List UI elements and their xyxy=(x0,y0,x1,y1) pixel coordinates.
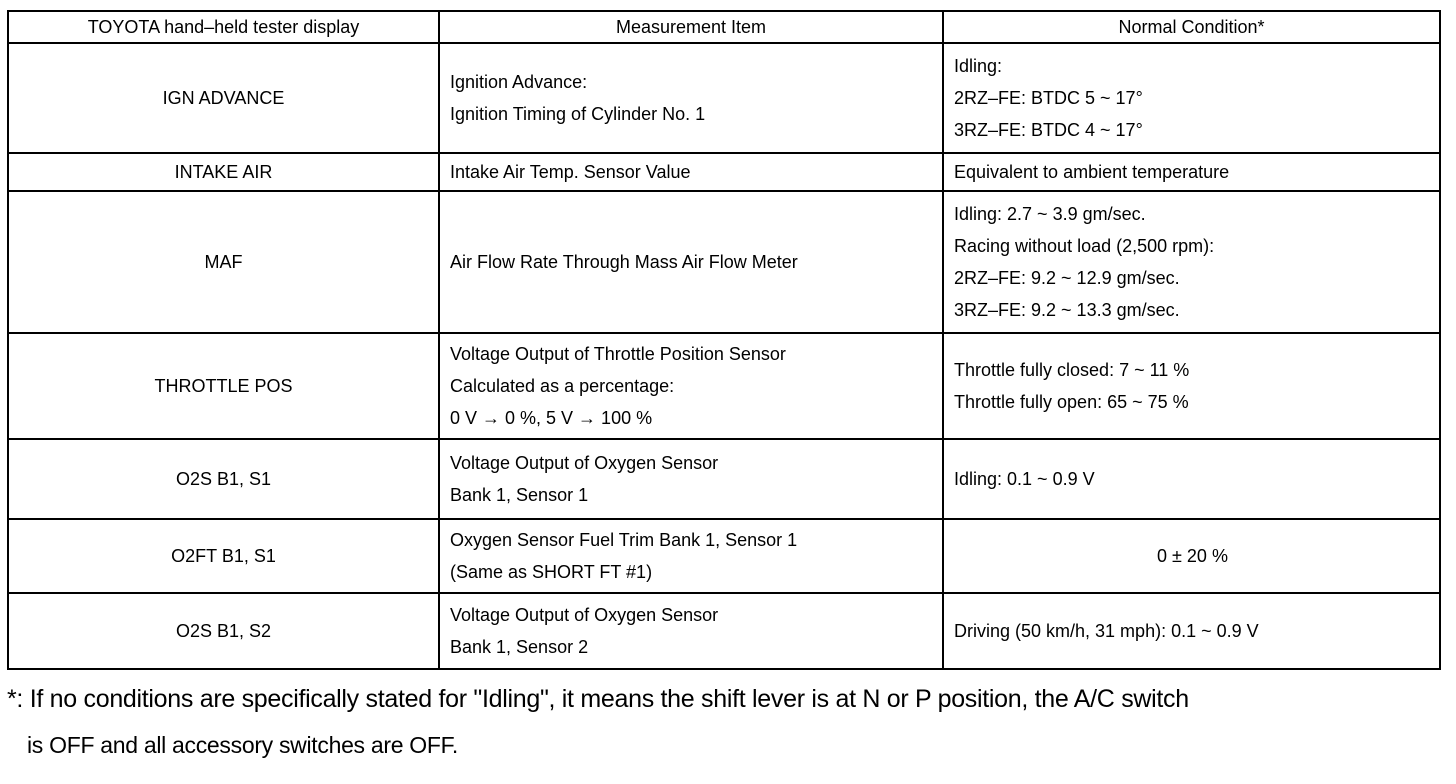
item-line: Bank 1, Sensor 1 xyxy=(450,485,589,505)
condition-line: Driving (50 km/h, 31 mph): 0.1 ~ 0.9 V xyxy=(954,621,1259,641)
footnote xyxy=(7,676,1443,768)
item-line: Calculated as a percentage: xyxy=(450,376,675,396)
table-row xyxy=(8,43,1440,153)
condition-line: Idling: 2.7 ~ 3.9 gm/sec. xyxy=(954,204,1146,224)
item-line: Ignition Timing of Cylinder No. 1 xyxy=(450,104,706,124)
condition-line: Throttle fully closed: 7 ~ 11 % xyxy=(954,360,1190,380)
footnote-line-1: *: If no conditions are specifically stated for "Idling", it means the shift lever is at N or P position, the A/C switch xyxy=(7,685,1189,713)
cell-tester-display: O2S B1, S2 xyxy=(8,593,439,669)
footnote-line-2: is OFF and all accessory switches are OFF. xyxy=(27,732,458,758)
cell-measurement-item xyxy=(439,43,943,153)
cell-normal-condition xyxy=(943,593,1440,669)
condition-line: 3RZ–FE: BTDC 4 ~ 17° xyxy=(954,120,1143,140)
item-line: Oxygen Sensor Fuel Trim Bank 1, Sensor 1 xyxy=(450,530,798,550)
table-row xyxy=(8,519,1440,593)
cell-normal-condition xyxy=(943,191,1440,333)
tester-data-table xyxy=(7,10,1441,670)
header-tester-display: TOYOTA hand–held tester display xyxy=(8,11,439,43)
item-line: (Same as SHORT FT #1) xyxy=(450,562,653,582)
document xyxy=(7,10,1443,768)
cell-normal-condition xyxy=(943,519,1440,593)
cell-measurement-item xyxy=(439,519,943,593)
header-measurement-item: Measurement Item xyxy=(439,11,943,43)
condition-line: Idling: xyxy=(954,56,1003,76)
cell-tester-display: O2S B1, S1 xyxy=(8,439,439,519)
cell-tester-display: THROTTLE POS xyxy=(8,333,439,439)
table-header-row xyxy=(8,11,1440,43)
item-line: 0 V → 0 %, 5 V → 100 % xyxy=(450,408,653,428)
item-line: Voltage Output of Oxygen Sensor xyxy=(450,605,719,625)
item-line: Bank 1, Sensor 2 xyxy=(450,637,589,657)
cell-tester-display: O2FT B1, S1 xyxy=(8,519,439,593)
cell-normal-condition xyxy=(943,153,1440,191)
item-line: Voltage Output of Oxygen Sensor xyxy=(450,453,719,473)
cell-normal-condition xyxy=(943,439,1440,519)
header-normal-condition: Normal Condition* xyxy=(943,11,1440,43)
item-line: Air Flow Rate Through Mass Air Flow Meter xyxy=(450,252,798,272)
condition-line: Idling: 0.1 ~ 0.9 V xyxy=(954,469,1095,489)
condition-line: Equivalent to ambient temperature xyxy=(954,162,1230,182)
condition-line: 0 ± 20 % xyxy=(1157,546,1228,566)
cell-tester-display: INTAKE AIR xyxy=(8,153,439,191)
cell-tester-display: MAF xyxy=(8,191,439,333)
cell-measurement-item xyxy=(439,333,943,439)
table-row xyxy=(8,333,1440,439)
item-line: Ignition Advance: xyxy=(450,72,588,92)
table-row xyxy=(8,153,1440,191)
cell-measurement-item xyxy=(439,593,943,669)
condition-line: 2RZ–FE: BTDC 5 ~ 17° xyxy=(954,88,1143,108)
condition-line: Throttle fully open: 65 ~ 75 % xyxy=(954,392,1189,412)
cell-measurement-item xyxy=(439,191,943,333)
cell-measurement-item xyxy=(439,439,943,519)
table-row xyxy=(8,439,1440,519)
cell-normal-condition xyxy=(943,43,1440,153)
table-row xyxy=(8,593,1440,669)
cell-normal-condition xyxy=(943,333,1440,439)
condition-line: Racing without load (2,500 rpm): xyxy=(954,236,1215,256)
condition-line: 2RZ–FE: 9.2 ~ 12.9 gm/sec. xyxy=(954,268,1180,288)
cell-tester-display: IGN ADVANCE xyxy=(8,43,439,153)
item-line: Intake Air Temp. Sensor Value xyxy=(450,162,691,182)
item-line: Voltage Output of Throttle Position Sensor xyxy=(450,344,786,364)
condition-line: 3RZ–FE: 9.2 ~ 13.3 gm/sec. xyxy=(954,300,1180,320)
cell-measurement-item xyxy=(439,153,943,191)
table-row xyxy=(8,191,1440,333)
